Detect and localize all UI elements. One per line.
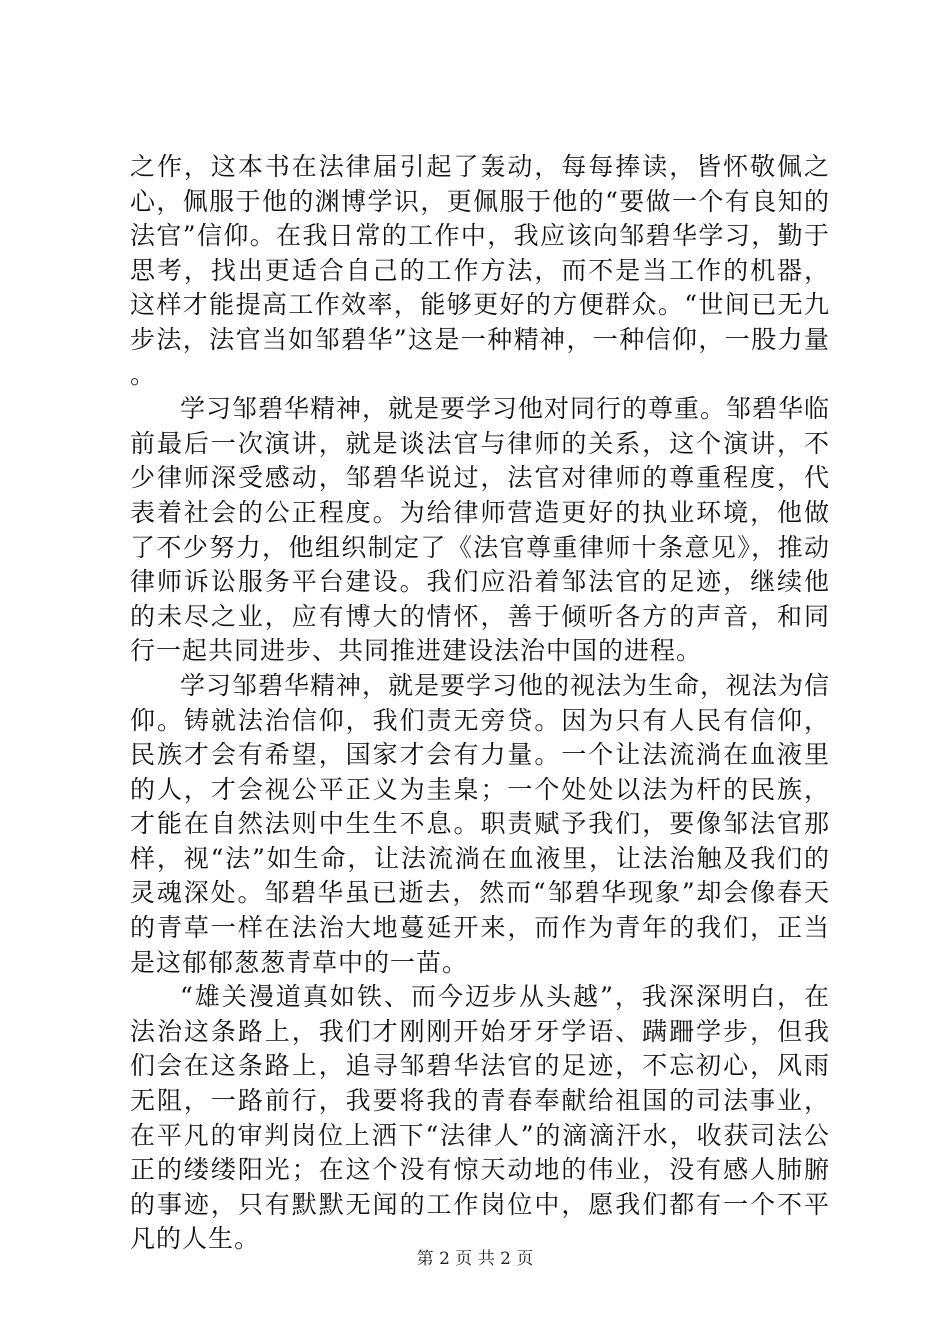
paragraph-4: “雄关漫道真如铁、而今迈步从头越”，我深深明白，在法治这条路上，我们才刚刚开始牙牙学语、蹒跚学步，但我们会在这条路上，追寻邹碧华法官的足迹，不忘初心，风雨无阻，一路前行，我要将我的青春奉献给祖国的司法事业，在平凡的审判岗位上洒下“法律人”的滴滴汗水，收获司法公正的缕缕阳光；在这个没有惊天动地的伟业，没有感人肺腑的事迹，只有默默无闻的工作岗位中，愿我们都有一个不平凡的人生。 xyxy=(130,982,830,1254)
document-body xyxy=(130,150,830,1257)
paragraph-2: 学习邹碧华精神，就是要学习他对同行的尊重。邹碧华临前最后一次演讲，就是谈法官与律师的关系，这个演讲，不少律师深受感动，邹碧华说过，法官对律师的尊重程度，代表着社会的公正程度。为给律师营造更好的执业环境，他做了不少努力，他组织制定了《法官尊重律师十条意见》，推动律师诉讼服务平台建设。我们应沿着邹法官的足迹，继续他的未尽之业，应有博大的情怀，善于倾听各方的声音，和同行一起共同进步、共同推进建设法治中国的进程。 xyxy=(130,394,831,666)
page-number-footer: 第 2 页 共 2 页 xyxy=(416,1249,534,1269)
paragraph-1: 之作，这本书在法律届引起了轰动，每每捧读，皆怀敬佩之心，佩服于他的渊博学识，更佩服于他的“要做一个有良知的法官”信仰。在我日常的工作中，我应该向邹碧华学习，勤于思考，找出更适合自己的工作方法，而不是当工作的机器，这样才能提高工作效率，能够更好的方便群众。“世间已无九步法，法官当如邹碧华”这是一种精神，一种信仰，一股力量。 xyxy=(130,152,830,389)
paragraph-3: 学习邹碧华精神，就是要学习他的视法为生命，视法为信仰。铸就法治信仰，我们责无旁贷。因为只有人民有信仰，民族才会有希望，国家才会有力量。一个让法流淌在血液里的人，才会视公平正义为圭臬；一个处处以法为杆的民族，才能在自然法则中生生不息。职责赋予我们，要像邹法官那样，视“法”如生命，让法流淌在血液里，让法治触及我们的灵魂深处。邹碧华虽已逝去，然而“邹碧华现象”却会像春天的青草一样在法治大地蔓延开来，而作为青年的我们，正当是这郁郁葱葱青草中的一苗。 xyxy=(130,670,831,977)
